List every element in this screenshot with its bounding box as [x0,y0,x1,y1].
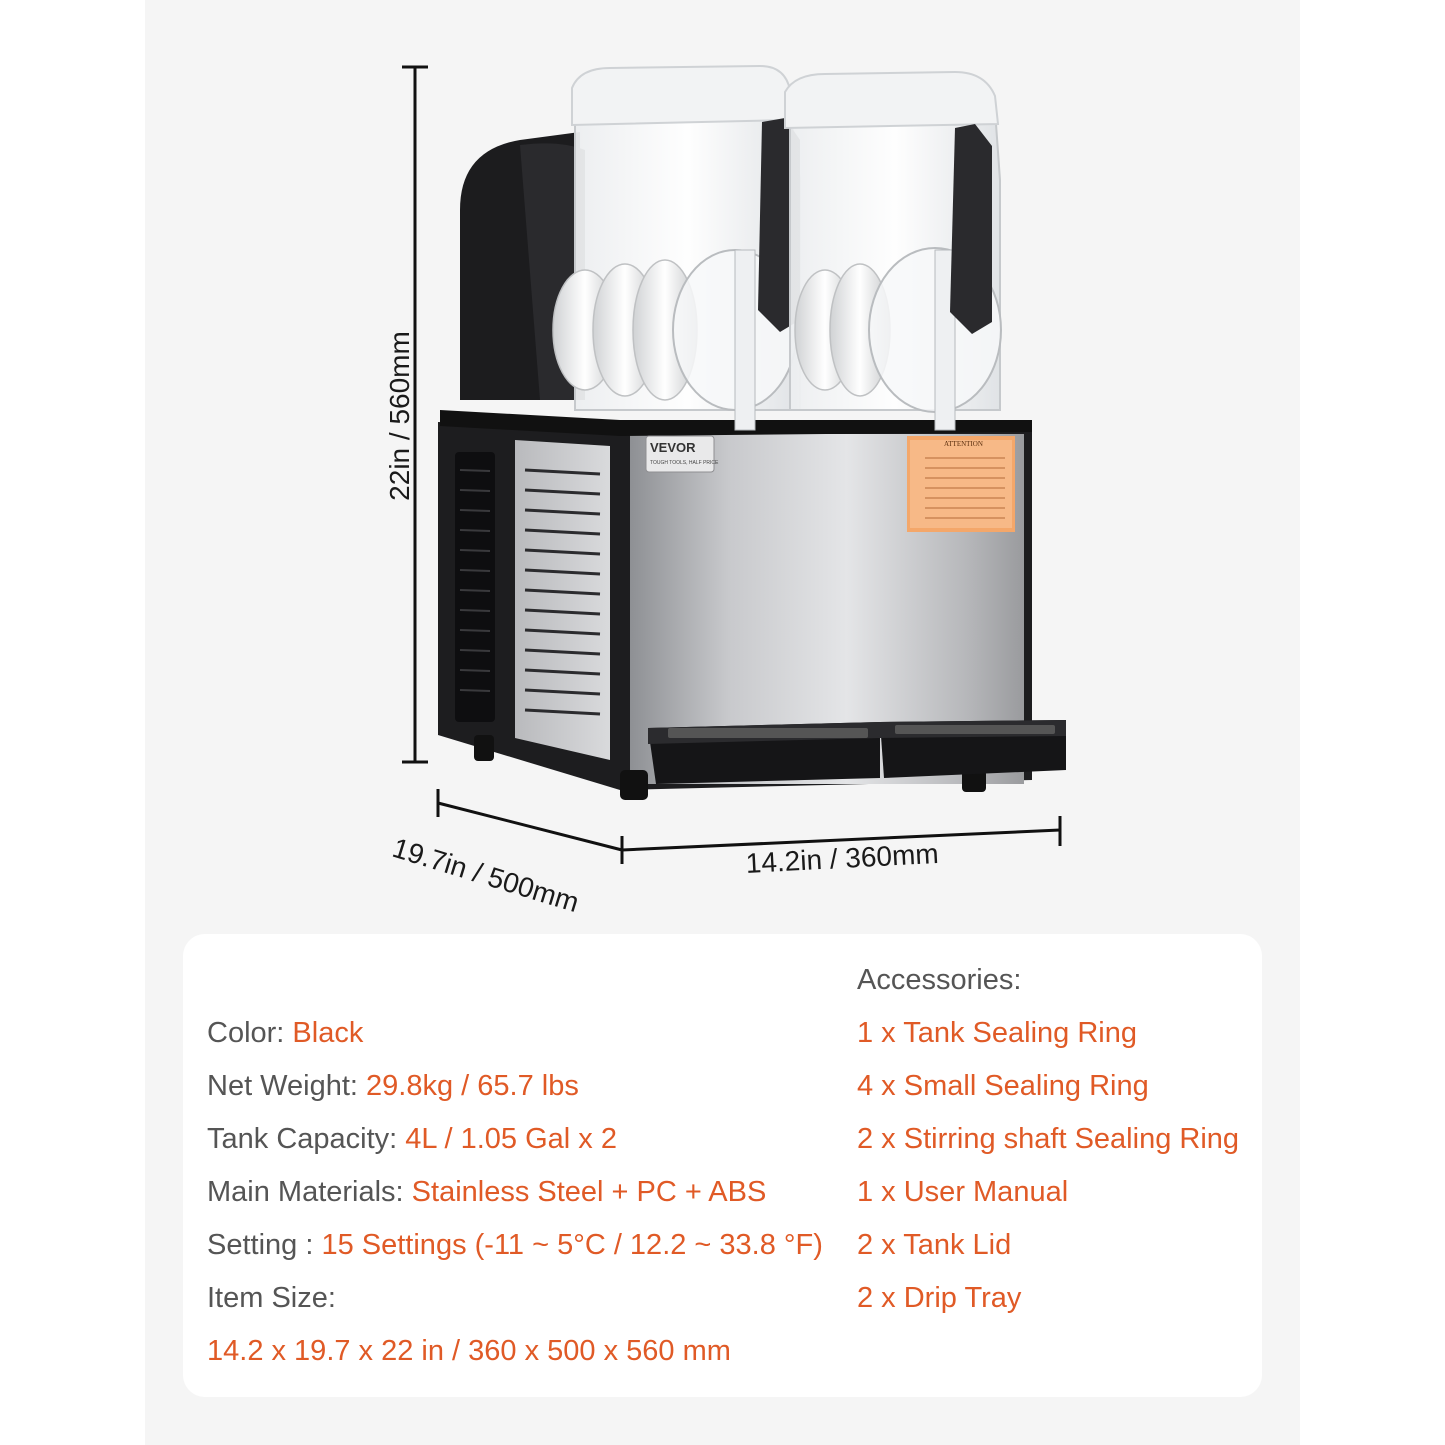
foot [474,735,494,761]
right-tank [785,72,1001,430]
depth-dimension-label: 19.7in / 500mm [388,832,583,919]
height-dimension-label: 22in / 560mm [384,331,415,501]
accessories-title: Accessories: [857,964,1022,996]
accessory-item: 1 x Tank Sealing Ring [857,1017,1137,1049]
spec-color: Color: Black [207,1017,364,1049]
brand-badge [646,436,719,472]
foot [620,770,648,800]
grille [455,452,495,722]
drip-tray-left [648,722,880,784]
spec-tank-capacity: Tank Capacity: 4L / 1.05 Gal x 2 [207,1123,617,1155]
right-handle [950,124,992,334]
svg-text:ATTENTION: ATTENTION [944,440,983,448]
accessory-item: 2 x Stirring shaft Sealing Ring [857,1123,1240,1155]
attention-label [907,436,1015,532]
spec-net-weight: Net Weight: 29.8kg / 65.7 lbs [207,1070,579,1102]
left-tank-lid [572,66,790,125]
right-tank-lid [785,72,998,128]
accessory-item: 2 x Drip Tray [857,1282,1022,1314]
spec-item-size-label: Item Size: [207,1282,336,1314]
spec-card [183,934,1262,1397]
accessory-item: 2 x Tank Lid [857,1229,1012,1261]
spec-main-materials: Main Materials: Stainless Steel + PC + ABS [207,1176,767,1208]
spec-item-size-value: 14.2 x 19.7 x 22 in / 360 x 500 x 560 mm [207,1335,731,1367]
drip-tray-right [880,720,1066,778]
spec-setting: Setting : 15 Settings (-11 ~ 5°C / 12.2 ~ 33.8 °F) [207,1229,823,1261]
width-dimension-label: 14.2in / 360mm [745,837,940,879]
svg-text:TOUGH TOOLS, HALF PRICE: TOUGH TOOLS, HALF PRICE [650,460,719,466]
accessory-item: 4 x Small Sealing Ring [857,1070,1149,1102]
svg-text:VEVOR: VEVOR [650,440,696,455]
accessory-item: 1 x User Manual [857,1176,1069,1208]
left-tank [553,66,800,430]
